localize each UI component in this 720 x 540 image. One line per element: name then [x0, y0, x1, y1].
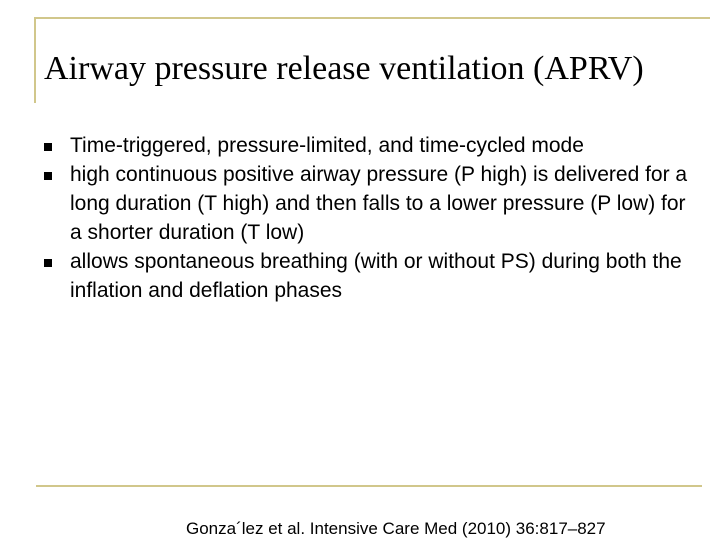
square-bullet-icon	[44, 172, 52, 180]
top-rule-line	[34, 17, 710, 19]
square-bullet-icon	[44, 259, 52, 267]
slide-title: Airway pressure release ventilation (APRV)	[44, 50, 644, 87]
bullet-text: Time-triggered, pressure-limited, and time-cycled mode	[70, 134, 584, 157]
bullet-item	[0, 160, 720, 247]
bullet-item	[0, 131, 720, 160]
citation: Gonza´lez et al. Intensive Care Med (2010) 36:817–827	[186, 519, 606, 538]
bottom-rule-line	[36, 485, 702, 487]
square-bullet-icon	[44, 143, 52, 151]
bullet-list	[0, 131, 720, 305]
bullet-text: high continuous positive airway pressure (P high) is delivered for a long duration (T high) and then falls to a lower pressure (P low) for a shorter duration (T low)	[70, 163, 688, 244]
bullet-text: allows spontaneous breathing (with or without PS) during both the inflation and deflation phases	[70, 250, 682, 302]
bullet-item	[0, 247, 720, 305]
left-rule-line	[34, 17, 36, 103]
